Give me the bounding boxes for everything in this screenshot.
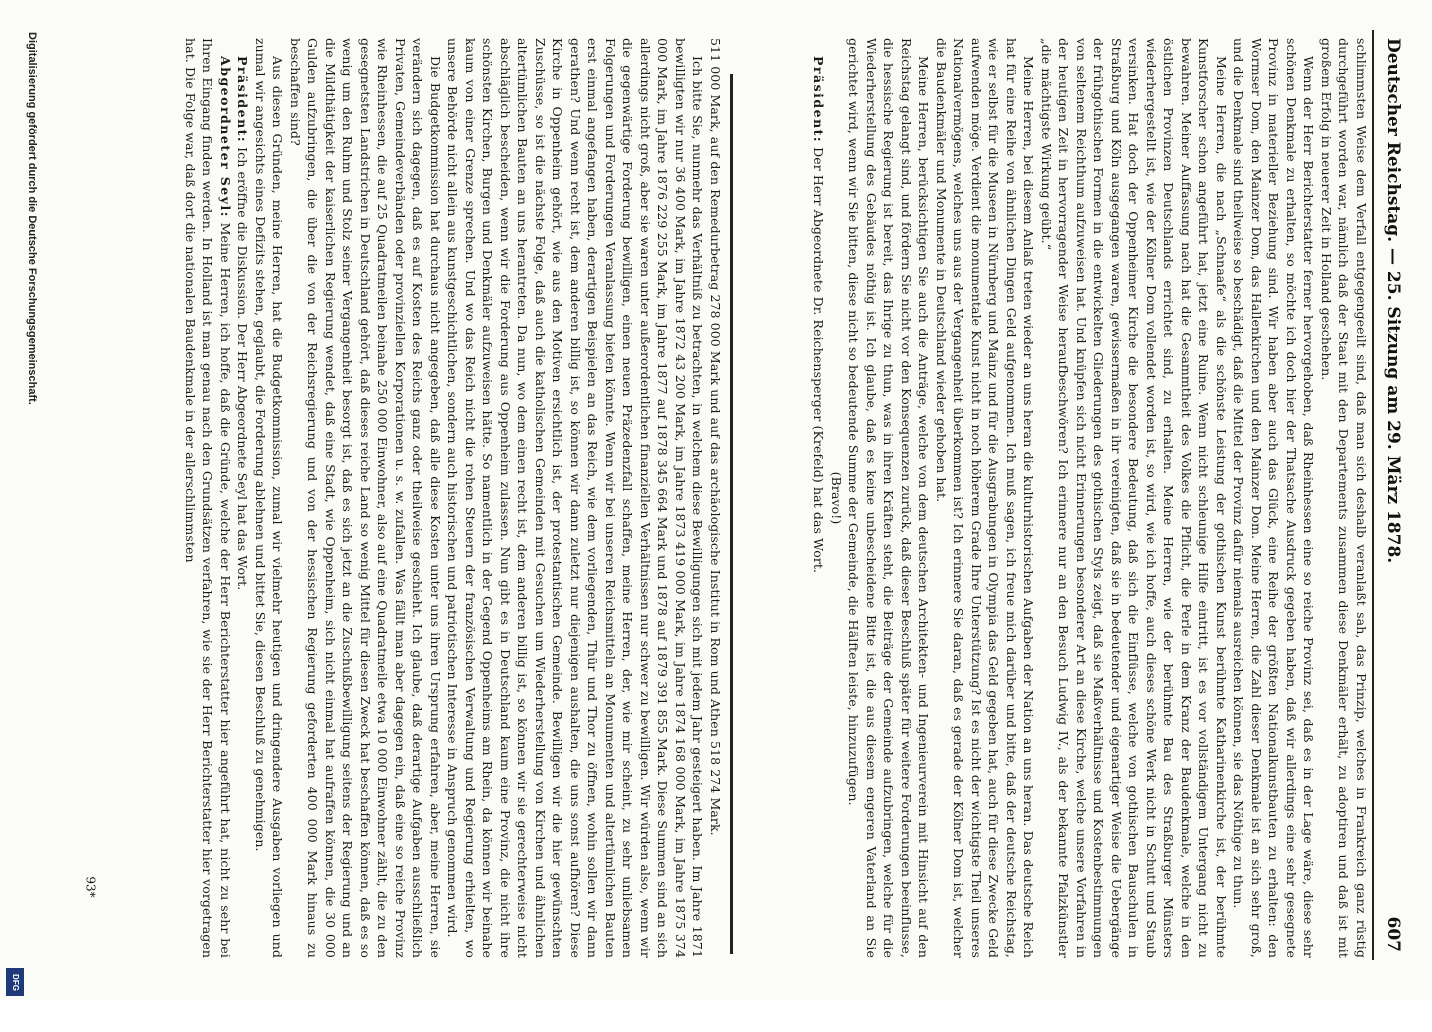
speech-text: Ich eröffne die Diskussion. Der Herr Abgeordnete Seyl hat das Wort. xyxy=(235,147,251,591)
speech-president-2 xyxy=(810,38,828,958)
column-divider xyxy=(730,74,733,954)
running-header xyxy=(1372,30,1412,960)
paragraph: Meine Herren, die nach „Schnaafe“ als die schönste Leistung der gothischen Kunst berühmte Katharinenkirche ist, der berühmte Kunstforscher schon angeführt hat, jetzt eine Ruine. Wenn nicht schleunige Hilfe eintritt, ist es vor vollständigem Untergang nicht zu bewahren. Meiner Auffassung nach hat die Gesammtheit des Volkes die Pflicht, die Perle in dem Kranz der Baudenkmale, welche in den östlichen Provinzen Deutschlands errichtet sind, zu erhalten. Meine Herren, wie der berühmte Bau des Straßburger Münsters wiederhergestellt ist, wie der Kölner Dom vollendet worden ist, so wird, wie ich hoffe, auch dieses schöne Werk nicht in Schutt und Staub versinken. Hat doch der Oppenheimer Kirche die besondere Bedeutung, daß sich die Einflüsse, welche von gothischen Bauschulen in Straßburg und Köln ausgegangen waren, gewissermaßen in ihr vereinigten, daß sie in bedeutender und eigenartiger Weise die Uebergänge der frühgothischen Formen in die entwickelten Gliederungen des gothischen Styls zeigt, daß sie Maßverhältnisse und Kostenbestimmungen von seltenem Reichthum aufzuweisen hat. Und knüpfen sich nicht Erinnerungen besonderer Art an diese Kirche, welche unsere Vorfahren in der heutigen Zeit in hervorragender Weise heraufbeschwören? Ich erinnere nur an den Besuch Ludwig IV., als der bekannte Pfalzkünstler „die mächtigste Wirkung geübt.“ xyxy=(1039,38,1229,958)
speech-text: Der Herr Abgeordnete Dr. Reichensperger (Krefeld) hat das Wort. xyxy=(811,147,827,574)
paragraph: Aus diesen Gründen, meine Herren, hat die Budgetkommission, zumal wir vielmehr heutigen und dringendere Ausgaben vorliegen und zumal wir angesichts eines Defizits stehen, geglaubt, die Forderung ablehnen und bittet Sie, diesen Beschluß zu genehmigen. xyxy=(253,38,286,958)
applause: (Bravo!) xyxy=(829,471,844,525)
header-title: Deutscher Reichstag. — 25. Sitzung am 29. März 1878. xyxy=(1383,38,1403,564)
credit-text: Digitalisierung gefördert durch die Deutsche Forschungsgemeinschaft. xyxy=(26,32,38,405)
paragraph: Die Budgetkommission hat durchaus nicht angegeben, daß alle diese Kosten unter uns ihren Ursprung erfahren, aber, meine Herren, sie verändern sich dagegen, daß es auf Kosten des Reichs ganz oder theilweise geschieht. Ich glaube, daß derartige Aufgaben ausschließlich Privaten, Gemeindeverbänden oder provinziellen Korporationen u. s. w. zufallen. Was fällt man aber dagegen ein, daß eine so reiche Provinz wie Rheinhessen, die auf 25 Quadratmeilen beinahe 250 000 Einwohner, also auf eine Quadratmeile etwa 10 000 Einwohner zählt, die zu den gesegnetsten Landstrichen in Deutschland gehört, daß dieses reiche Land so wenig Mittel für diesen Zweck hat beschaffen können, daß es so wenig um den Ruhm und Stolz seiner Vergangenheit besorgt ist, daß es sich jetzt an die Zuschußbewilligung seitens der Regierung und an die Mildthätigkeit der kaiserlichen Regierung wendet, daß eine Stadt, wie Oppenheim, sich nicht einmal hat aufraffen können, die 30 000 Gulden aufzubringen, die über die von der Reichsregierung und von der hessischen Regierung geforderten 400 000 Mark hinaus zu beschaffen sind? xyxy=(288,38,443,958)
left-column xyxy=(88,38,724,958)
paragraph: Meine Herren, bei diesem Anlaß treten wieder an uns heran die kulturhistorischen Aufgaben der Nation an uns heran. Das deutsche Reich hat für eine Reihe von ähnlichen Dingen Geld aufgenommen. Ich muß sagen, ich freue mich darüber und bitte, daß der deutsche Reichstag, wie er selbst für die Museen in Nürnberg und Mainz und für die Ausgrabungen in Olympia das Geld gegeben hat, auch für diese Zwecke Geld aufwenden möge. Verdient die monumentale Kunst nicht in noch höherem Grade Ihre Unterstützung? Ist es nicht der wichtigste Theil unseres Nationalvermögens, welches uns aus der Vergangenheit überkommen ist? Ich erinnere Sie daran, daß es gerade der Kölner Dom ist, welcher die Baudenkmäler und Monumente in Deutschland wieder gehoben hat. xyxy=(934,38,1037,958)
paragraph: schlimmsten Weise dem Verfall entgegengeeilt sind, daß man sich deshalb veranlaßt sah, das Prinzip, welches in Frankreich ganz rüstig durchgeführt worden war, nämlich daß der Staat mit den Departements zusammen diese Denkmäler erhält, zu adoptiren und daß ist mit großem Erfolg in neuerer Zeit in Holland geschehen. xyxy=(1319,38,1369,958)
speaker-name: Präsident: xyxy=(811,56,827,144)
digitization-credit xyxy=(0,0,38,1000)
page-number: 607 xyxy=(1383,916,1403,952)
document-sheet xyxy=(40,30,1420,960)
paragraph: Ich bitte Sie, nunmehr das Verhältniß zu betrachten, in welchem diese Bewilligungen sich mit jedem Jahr gesteigert haben. Im Jahre 1871 bewilligten wir nur 36 400 Mark, im Jahre 1872 43 200 Mark, im Jahre 1873 419 000 Mark, im Jahre 1874 168 000 Mark, im Jahre 1875 374 000 Mark, im Jahre 1876 229 255 Mark, im Jahre 1877 auf 1878 345 664 Mark und 1878 auf 1879 391 855 Mark. Diese Summen sind an sich allerdings nicht groß, aber sie waren unter außerordentlichen finanziellen Verhältnissen nur schwer zu bewilligen. Wir würden also, wenn wir die gegenwärtige Forderung bewilligen, einen neuen Präzedenzfall schaffen, meine Herren, der, wie mir scheint, zu sehr unliebsamen Folgerungen und Forderungen Veranlassung bieten könnte. Wenn wir bei unseren Reichsmitteln an Monumenten und altertümlichen Bauten erst einmal angefangen haben, derartigen Beispielen an das Reich, wie dem vorliegenden, Thür und Thor zu öffnen, wohin sollen wir dann gerathen? Und wenn recht ist, dem anderen billig ist, so können wir dann zuletzt nur diejenigen aushalten, die uns sonst aufhören? Diese Kirche in Oppenheim gehört, wie aus den Motiven ersichtlich ist, der protestantischen Gemeinde. Bewilligen wir die hier gewünschten Zuschüsse, so ist die nächste Folge, daß auch die katholischen Gemeinden mit Gesuchen um Wiederherstellung von Kirchen und ähnlichen altertümlichen Bauten an uns herantreten. Da nun, wo dem einen recht ist, dem anderen billig ist, so können wir sie gerechterweise nicht abschläglich bescheiden, wenn wir die Forderung aus Oppenheim zulassen. Nun gibt es in Deutschland kaum eine Provinz, die nicht ihre schönsten Kirchen, Burgen und Denkmäler aufzuweisen hätte. So namentlich in der Gegend Oppenheims am Rhein, da können wir beinahe kaum von einer Grenze sprechen. Und wo das Reich nicht die rohen Steuern der französischen Verwaltung und Regierung erhielten, wo unsere Behörde nicht allein aus kunstgeschichtlichen, sondern auch historischen und patriotischen Interesse in Anspruch genommen wird. xyxy=(445,38,706,958)
speech-seyl xyxy=(182,38,235,958)
paragraph: 511 000 Mark, auf den Remedurbetrag 278 000 Mark und auf das archäologische Institut in Rom und Athen 518 274 Mark. xyxy=(708,38,723,836)
speech-text: Meine Herren, ich hoffe, daß die Gründe, welche der Herr Berichterstatter hier angeführt hat, nicht zu sehr bei Ihren Eingang finden werden. In Holland ist man genau nach den Grundsätzen verfahren, wie sie der Herr Berichterstatter hier vorgetragen hat. Die Folge war, daß dort die nationalen Baudenkmale in der allerschlimmsten xyxy=(183,38,233,958)
speaker-name: Präsident: xyxy=(235,56,251,144)
dfg-logo: DFG xyxy=(6,968,24,996)
right-column xyxy=(740,38,1370,958)
paragraph: Wenn der Herr Berichterstatter ferner hervorgehoben, daß Rheinhessen eine so reiche Provinz sei, daß es in der Lage wäre, diese sehr schönen Denkmale zu erhalten, so möchte ich doch hier der Thatsache Ausdruck gegeben haben, daß wir allerdings eine sehr gesegnete Provinz in materieller Beziehung sind. Wir haben aber auch das Glück, eine Reihe der größten Nationalkunstbauten zu erhalten: den Wormser Dom, den Mainzer Dom, das Hallenkirchen und den Mainzer Dom. Meine Herren, die Zahl dieser Denkmale ist an sich sehr groß, und die Denkmale sind theilweise so beschädigt, daß die Mittel der Provinz dafür niemals ausreichen können, sie das Nöthige zu thun. xyxy=(1231,38,1317,958)
signature-mark: 93* xyxy=(83,876,98,898)
speech-president xyxy=(234,38,252,958)
speaker-name: Abgeordneter Seyl: xyxy=(218,56,233,218)
paragraph: Meine Herren, berücksichtigen Sie auch die Anträge, welche von dem deutschen Architekten- und Ingenieurverein mit Hinsicht auf den Reichstag gelangt sind, und fördern Sie nicht vor den Konsequenzen zurück, daß dieser Beschluß später für weitere Forderungen beeinflusse, die hessische Regierung ist bereit, das Ihrige zu thun, was in ihren Kräften steht, die Beiträge der Gemeinde aufzubringen, welche für die Wiederherstellung des Gebäudes nöthig ist. Ich glaube, daß es keine unbescheidene Bitte ist, die aus diesem engeren Vaterland an Sie gerichtet wird, wenn wir Sie bitten, diese nicht so bedeutende Summe der Gemeinde, die Hälften leiste, hinzuzufügen. xyxy=(846,38,932,958)
